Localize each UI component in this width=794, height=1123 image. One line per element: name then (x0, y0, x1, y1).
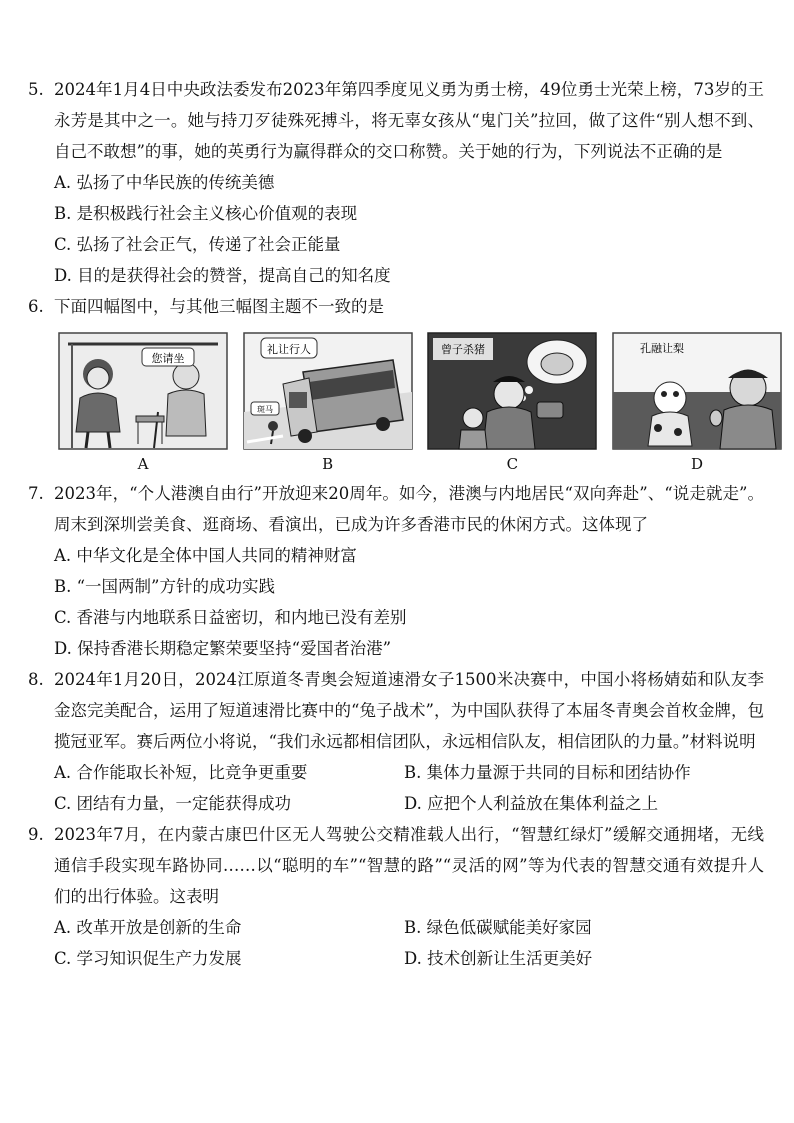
question-6-stem (28, 291, 764, 322)
option-d: D. 技术创新让生活更美好 (404, 949, 593, 968)
question-number: 8. (28, 670, 44, 689)
question-5-stem (28, 74, 764, 167)
question-8-stem (28, 664, 764, 757)
option-row (28, 757, 764, 788)
cartoon-caption: 孔融让梨 (639, 342, 684, 355)
question-6 (28, 291, 764, 476)
picture-a (58, 332, 228, 476)
cartoon-caption: 您请坐 (151, 352, 185, 365)
option-a: A. 中华文化是全体中国人共同的精神财富 (54, 546, 357, 565)
option-a: A. 改革开放是创新的生命 (54, 918, 242, 937)
option-row (28, 943, 764, 974)
picture-label: B (322, 455, 334, 473)
question-number: 5. (28, 80, 44, 99)
option-b: B. 集体力量源于共同的目标和团结协作 (404, 763, 691, 782)
cartoon-offer-seat (58, 332, 228, 450)
option-c: C. 学习知识促生产力发展 (54, 949, 242, 968)
cartoon-caption: 曾子杀猪 (441, 343, 486, 356)
option-row (28, 912, 764, 943)
option-d: D. 保持香港长期稳定繁荣要坚持“爱国者治港” (54, 639, 392, 658)
option-row (28, 788, 764, 819)
picture-label: C (506, 455, 519, 473)
question-text: 2023年，“个人港澳自由行”开放迎来20周年。如今，港澳与内地居民“双向奔赴”、“说走就走”。周末到深圳尝美食、逛商场、看演出，已成为许多香港市民的休闲方式。这体现了 (54, 484, 764, 534)
question-9-stem (28, 819, 764, 912)
option-a: A. 合作能取长补短，比竞争更重要 (54, 763, 308, 782)
question-5 (28, 74, 764, 291)
question-text: 2023年7月，在内蒙古康巴什区无人驾驶公交精准载人出行，“智慧红绿灯”缓解交通拥堵，无线通信手段实现车路协同……以“聪明的车”“智慧的路”“灵活的网”等为代表的智慧交通有效提升人们的出行体验。这表明 (54, 825, 764, 906)
question-text: 下面四幅图中，与其他三幅图主题不一致的是 (54, 297, 384, 316)
picture-label: D (690, 455, 703, 473)
crosswalk-sign: 斑马 (256, 405, 273, 414)
question-text: 2024年1月20日，2024江原道冬青奥会短道速滑女子1500米决赛中，中国小将杨婧茹和队友李金恣完美配合，运用了短道速滑比赛中的“兔子战术”，为中国队获得了本届冬青奥会首枚金牌，包揽冠亚军。赛后两位小将说，“我们永远都相信团队，永远相信队友，相信团队的力量。”材料说明 (54, 670, 764, 751)
picture-b (243, 332, 413, 476)
cartoon-kongrong-pear (612, 332, 782, 450)
question-7 (28, 478, 764, 664)
option-d: D. 应把个人利益放在集体利益之上 (404, 794, 659, 813)
option-b: B. 绿色低碳赋能美好家园 (404, 918, 592, 937)
question-number: 7. (28, 484, 44, 503)
picture-label: A (137, 455, 149, 473)
question-7-stem (28, 478, 764, 540)
option-b: B. 是积极践行社会主义核心价值观的表现 (54, 204, 358, 223)
question-9 (28, 819, 764, 974)
option-c: C. 弘扬了社会正气，传递了社会正能量 (54, 235, 341, 254)
picture-d (612, 332, 782, 476)
question-number: 9. (28, 825, 44, 844)
option-a: A. 弘扬了中华民族的传统美德 (54, 173, 275, 192)
cartoon-caption: 礼让行人 (266, 343, 311, 356)
option-c: C. 团结有力量，一定能获得成功 (54, 794, 292, 813)
option-b: B. “一国两制”方针的成功实践 (54, 577, 275, 596)
option-d: D. 目的是获得社会的赞誉，提高自己的知名度 (54, 266, 391, 285)
cartoon-zengzi-pig (427, 332, 597, 450)
picture-c (427, 332, 597, 476)
option-c: C. 香港与内地联系日益密切，和内地已没有差别 (54, 608, 407, 627)
picture-row (28, 322, 782, 476)
question-8 (28, 664, 764, 819)
cartoon-bus-yield (243, 332, 413, 450)
question-text: 2024年1月4日中央政法委发布2023年第四季度见义勇为勇士榜，49位勇士光荣上榜，73岁的王永芳是其中之一。她与持刀歹徒殊死搏斗，将无辜女孩从“鬼门关”拉回，做了这件“别人想不到、自己不敢想”的事，她的英勇行为赢得群众的交口称赞。关于她的行为，下列说法不正确的是 (54, 80, 764, 161)
question-number: 6. (28, 297, 44, 316)
